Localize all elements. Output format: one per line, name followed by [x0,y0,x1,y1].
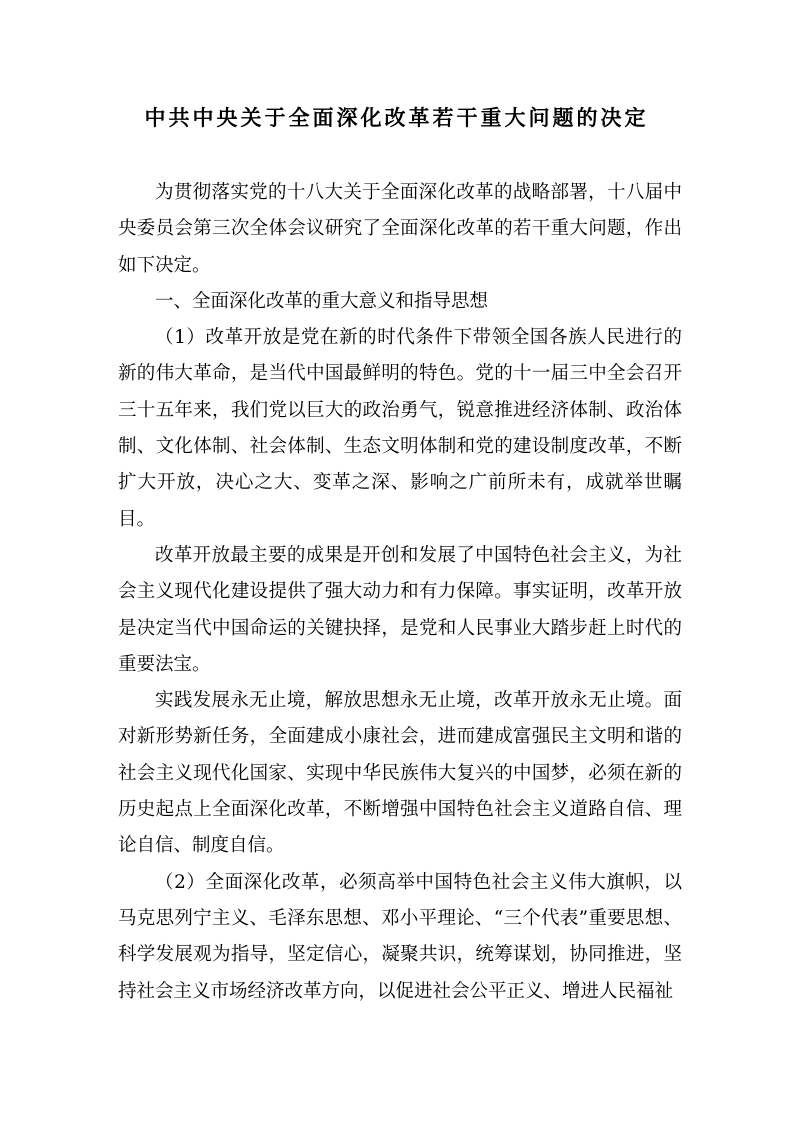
paragraph-1: （1）改革开放是党在新的时代条件下带领全国各族人民进行的新的伟大革命，是当代中国最鲜明的特色。党的十一届三中全会召开三十五年来，我们党以巨大的政治勇气，锐意推进经济体制、政治体制、文化体制、社会体制、生态文明体制和党的建设制度改革，不断扩大开放，决心之大、变革之深、影响之广前所未有，成就举世瞩目。 [118,327,682,530]
document-body [118,175,682,1010]
paragraph-4: （2）全面深化改革，必须高举中国特色社会主义伟大旗帜，以马克思列宁主义、毛泽东思想、邓小平理论、“三个代表”重要思想、科学发展观为指导，坚定信心，凝聚共识，统筹谋划，协同推进，坚持社会主义市场经济改革方向，以促进社会公平正义、增进人民福祉 [118,871,682,1002]
section-heading: 一、全面深化改革的重大意义和指导思想 [155,290,489,312]
intro-paragraph: 为贯彻落实党的十八大关于全面深化改革的战略部署，十八届中央委员会第三次全体会议研究了全面深化改革的若干重大问题，作出如下决定。 [118,182,682,276]
paragraph-2: 改革开放最主要的成果是开创和发展了中国特色社会主义，为社会主义现代化建设提供了强大动力和有力保障。事实证明，改革开放是决定当代中国命运的关键抉择，是党和人民事业大踏步赶上时代的重要法宝。 [118,544,682,675]
document-title: 中共中央关于全面深化改革若干重大问题的决定 [144,105,649,130]
paragraph-3: 实践发展永无止境，解放思想永无止境，改革开放永无止境。面对新形势新任务，全面建成小康社会，进而建成富强民主文明和谐的社会主义现代化国家、实现中华民族伟大复兴的中国梦，必须在新的历史起点上全面深化改革，不断增强中国特色社会主义道路自信、理论自信、制度自信。 [118,690,682,857]
